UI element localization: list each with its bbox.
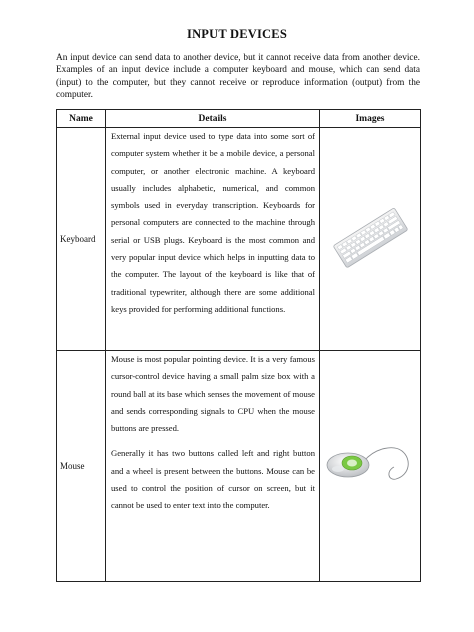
table-row-keyboard [57, 128, 421, 351]
keyboard-name-cell: Keyboard [57, 128, 106, 351]
mouse-details-paragraph-2: Generally it has two buttons called left and right button and a wheel is present between the buttons. Mouse can be used to control the position of cursor on screen, but it cannot be used to enter text into the computer. [111, 448, 315, 511]
mouse-name-cell: Mouse [57, 351, 106, 582]
mouse-details-cell [106, 351, 320, 582]
table-row-mouse [57, 351, 421, 582]
mouse-icon [324, 441, 416, 487]
header-name: Name [57, 110, 106, 128]
input-devices-table [56, 109, 421, 582]
header-details: Details [106, 110, 320, 128]
intro-paragraph: An input device can send data to another device, but it cannot receive data from another device. Examples of an input device include a computer keyboard and mouse, which can send data (input) to the computer, but they cannot receive or reproduce information (output) from the computer. [56, 53, 420, 100]
mouse-image-cell [320, 351, 421, 582]
keyboard-image-cell [320, 128, 421, 351]
table-header-row [57, 110, 421, 128]
keyboard-details-cell [106, 128, 320, 351]
header-images: Images [320, 110, 421, 128]
keyboard-details-paragraph: External input device used to type data into some sort of computer system whether it be a mobile device, a personal computer, or another electronic machine. A keyboard usually includes alphabetic, numerical, and common symbols used in everyday transcription. Keyboards for personal computers are connected to the machine through serial or USB plugs. Keyboard is the most common and very popular input device which helps in inputting data to the computer. The layout of the keyboard is like that of traditional typewriter, although there are some additional keys provided for performing additional functions. [111, 131, 315, 314]
page-title: INPUT DEVICES [187, 27, 287, 41]
mouse-details-paragraph-1: Mouse is most popular pointing device. It is a very famous cursor-control device having a small palm size box with a round ball at its base which senses the movement of mouse and sends corresponding signals to CPU when the mouse buttons are pressed. [111, 354, 315, 434]
keyboard-icon [330, 205, 410, 269]
